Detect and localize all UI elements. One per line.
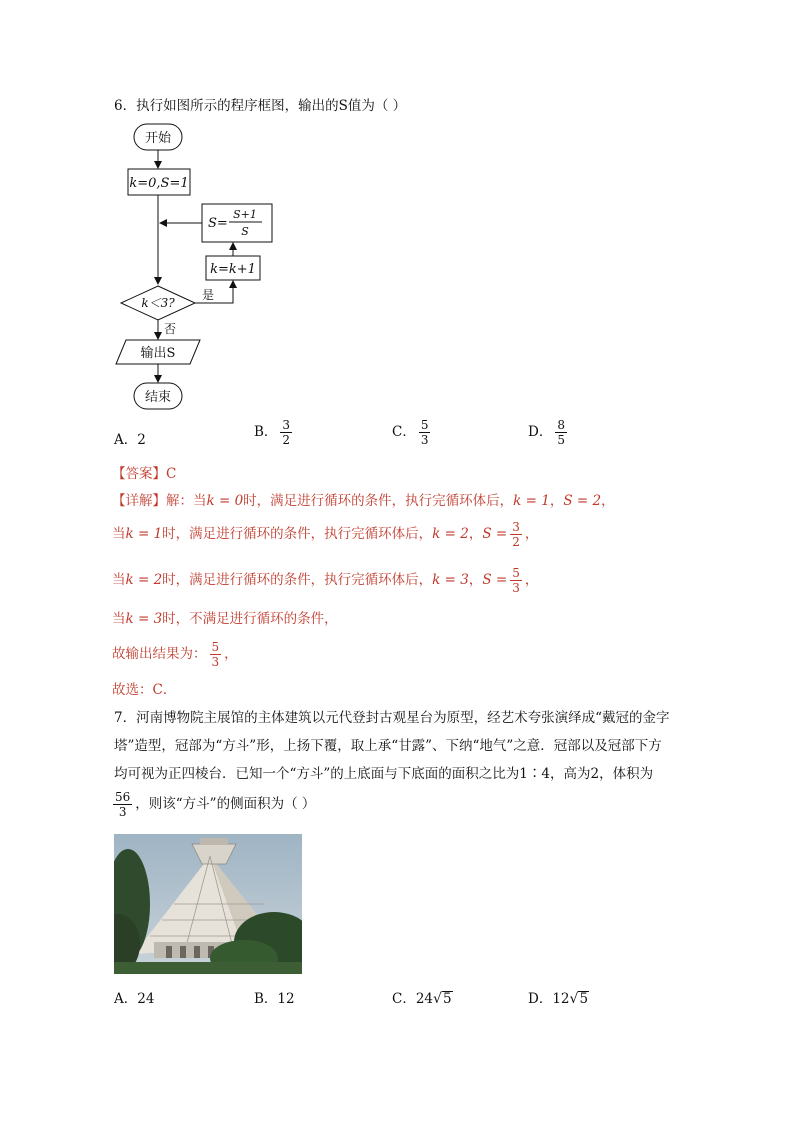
museum-photo (114, 834, 302, 974)
flow-no-label: 否 (164, 322, 177, 336)
flow-update-num: S+1 (233, 208, 257, 221)
q7-option-a: A．24 (114, 991, 155, 1007)
q6-choose: 故选：C． (112, 682, 177, 698)
q6-option-a: A．2 (114, 432, 146, 448)
q6-detail-line-3: 当k = 2时，满足进行循环的条件，执行完循环体后，k = 3，S = $\frac{5}{3}$ ， (112, 566, 539, 595)
flow-increment-label: k=k+1 (210, 262, 256, 277)
q6-detail-line-2: 当k = 1时，满足进行循环的条件，执行完循环体后，k = 2，S = $\frac{3}{2}$ ， (112, 520, 539, 549)
q6-result: 故输出结果为： $\frac{5}{3}$ ， (112, 640, 238, 669)
flow-start-label: 开始 (144, 131, 172, 146)
sqrt-icon: √ (569, 991, 579, 1007)
q6-option-d: D． $\frac{8}{5}$ (528, 418, 565, 447)
q6-answer: 【答案】C (112, 466, 177, 482)
flow-output-label: 输出S (140, 346, 176, 361)
q7-option-b: B．12 (254, 991, 295, 1007)
flow-end-label: 结束 (144, 390, 172, 405)
q6-option-c: C． $\frac{5}{3}$ (392, 418, 429, 447)
q7-option-d: D．12√5 (528, 991, 589, 1007)
q6-stem: 6．执行如图所示的程序框图，输出的S值为（ ） (114, 98, 407, 114)
q7-line-3: 均可视为正四棱台．已知一个“方斗”的上底面与下底面的面积之比为1∶4，高为2，体积为 (114, 766, 654, 782)
q7-option-c: C．24√5 (392, 991, 452, 1007)
sqrt-icon: √ (433, 991, 442, 1007)
flow-update-left: S= (208, 216, 228, 231)
flow-init-label: k=0,S=1 (129, 176, 189, 191)
flow-yes-label: 是 (202, 288, 215, 302)
flow-update-den: S (241, 225, 249, 238)
q6-detail-line-1: 【详解】解：当k = 0时，满足进行循环的条件，执行完循环体后，k = 1，S = 2， (112, 493, 615, 509)
flow-condition-label: k＜3? (141, 296, 175, 310)
q6-option-b: B． $\frac{3}{2}$ (254, 418, 291, 447)
q7-line-2: 塔”造型，冠部为“方斗”形，上扬下覆，取上承“甘露”、下纳“地气”之意．冠部以及冠部下方 (114, 738, 662, 754)
q6-detail-line-4: 当k = 3时，不满足进行循环的条件， (112, 611, 338, 627)
q7-line-1: 7．河南博物院主展馆的主体建筑以元代登封古观星台为原型，经艺术夸张演绎成“戴冠的金字 (114, 710, 670, 726)
flowchart (110, 122, 300, 414)
q7-line-4: $\frac{56}{3}$ ，则该“方斗”的侧面积为（ ） (115, 790, 316, 819)
